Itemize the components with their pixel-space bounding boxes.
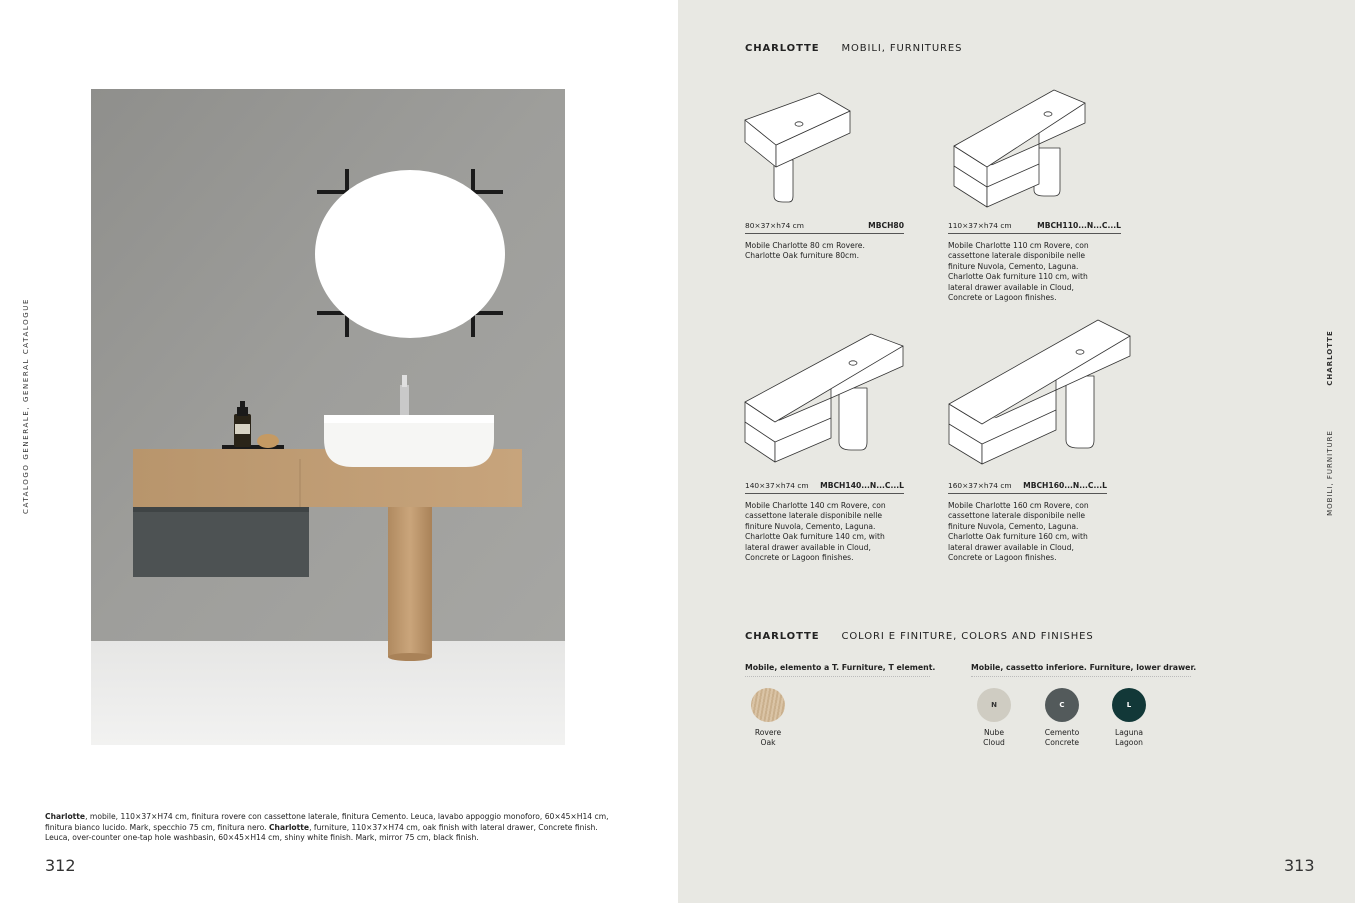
swatch-label-concrete: Cemento Concrete bbox=[1044, 728, 1080, 747]
finish-rule-2 bbox=[971, 676, 1191, 677]
swatch-label-cloud: Nube Cloud bbox=[983, 728, 1005, 747]
section-title-finishes: CHARLOTTE COLORI E FINITURE, COLORS AND FINISHES bbox=[745, 631, 1094, 642]
spec-row-mbch80: 80×37×h74 cm MBCH80 bbox=[745, 221, 904, 234]
finish-group-lower-drawer: Mobile, cassetto inferiore. Furniture, lower drawer. bbox=[971, 663, 1197, 672]
swatch-cloud: N bbox=[977, 688, 1011, 722]
spec-row-mbch140: 140×37×h74 cm MBCH140...N...C...L bbox=[745, 481, 904, 494]
finish-rule-1 bbox=[745, 676, 930, 677]
swatch-lagoon: L bbox=[1112, 688, 1146, 722]
swatch-concrete: C bbox=[1045, 688, 1079, 722]
spec-desc-mbch80: Mobile Charlotte 80 cm Rovere. Charlotte Oak furniture 80cm. bbox=[745, 241, 865, 261]
swatch-label-lagoon: Laguna Lagoon bbox=[1115, 728, 1143, 747]
spec-desc-mbch140: Mobile Charlotte 140 cm Rovere, con cassettone laterale disponibile nelle finiture Nuvola, Cemento, Laguna. Charlotte Oak furniture 140 cm, with lateral drawer available in Cloud, Concrete or Lagoon finishes. bbox=[745, 501, 886, 563]
spec-desc-mbch160: Mobile Charlotte 160 cm Rovere, con cassettone laterale disponibile nelle finiture Nuvola, Cemento, Laguna. Charlotte Oak furniture 160 cm, with lateral drawer available in Cloud, Concrete or Lagoon finishes. bbox=[948, 501, 1089, 563]
spec-row-mbch110: 110×37×h74 cm MBCH110...N...C...L bbox=[948, 221, 1121, 234]
page-number-right: 313 bbox=[1284, 856, 1315, 875]
drawing-mbch140 bbox=[743, 330, 907, 470]
drawing-mbch160 bbox=[946, 316, 1134, 472]
finish-group-t-element: Mobile, elemento a T. Furniture, T element. bbox=[745, 663, 936, 672]
mirror bbox=[315, 170, 505, 338]
vertical-brand-label: CHARLOTTE bbox=[1326, 330, 1334, 386]
spec-row-mbch160: 160×37×h74 cm MBCH160...N...C...L bbox=[948, 481, 1107, 494]
spec-desc-mbch110: Mobile Charlotte 110 cm Rovere, con cassettone laterale disponibile nelle finiture Nuvola, Cemento, Laguna. Charlotte Oak furniture 110 cm, with lateral drawer available in Cloud, Concrete or Lagoon finishes. bbox=[948, 241, 1089, 303]
photo-caption: Charlotte, mobile, 110×37×H74 cm, finitura rovere con cassettone laterale, finitura Cemento. Leuca, lavabo appoggio monoforo, 60×45×H14 cm, finitura bianco lucido. Mark, specchio 75 cm, finitura nero. Charlotte, furniture, 110×37×H74 cm, oak finish with lateral drawer, Concrete finish. Leuca, over-counter one-tap hole washbasin, 60×45×H14 cm, shiny white finish. Mark, mirror 75 cm, black finish. bbox=[45, 812, 609, 842]
vertical-section-label: MOBILI, FURNITURE bbox=[1326, 430, 1334, 516]
product-photo bbox=[91, 89, 565, 745]
page-number-left: 312 bbox=[45, 856, 76, 875]
catalogue-vertical-label: CATALOGO GENERALE, GENERAL CATALOGUE bbox=[22, 297, 30, 515]
right-page bbox=[678, 0, 1355, 903]
drawing-mbch110 bbox=[950, 86, 1092, 210]
swatch-oak bbox=[751, 688, 785, 722]
section-title-furnitures: CHARLOTTE MOBILI, FURNITURES bbox=[745, 43, 963, 54]
bathroom-scene-illustration bbox=[91, 89, 565, 745]
drawing-mbch80 bbox=[743, 90, 855, 206]
swatch-label-oak: Rovere Oak bbox=[754, 728, 782, 747]
